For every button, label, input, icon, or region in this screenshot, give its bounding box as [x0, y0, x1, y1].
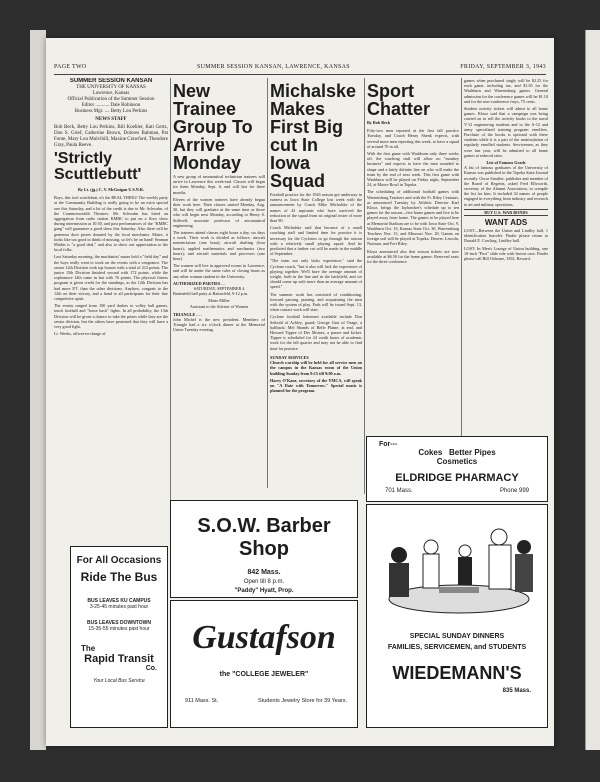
gustafson-footer	[185, 698, 347, 704]
bus-ad-line9: Co.	[145, 665, 157, 672]
column-rule	[461, 78, 462, 436]
bus-ad-line5: BUS LEAVES DOWNTOWN	[87, 620, 151, 626]
eldridge-ad-line2: Cokes Better Pipes	[418, 448, 496, 457]
eldridge-ad-line1: For---	[379, 441, 398, 448]
header-page-label: PAGE TWO	[54, 64, 87, 70]
michalske-headline: Michalske Makes First Big cut In Iowa Squad	[270, 81, 357, 191]
masthead-city: Lawrence, Kansas	[92, 91, 130, 96]
sunday-services-heading: SUNDAY SERVICES	[270, 354, 309, 360]
sunday-services-text-2: Harry O'Kane, secretary of the YMCA, will speak on "A Date with Tomorrow." Special music is planned for the program.	[270, 377, 362, 394]
article-paragraph: The trainees attend classes eight hours a day, six days a week. Their work is divided as follows: aircraft nomenclature (one hour); aircraft drafting (four hours); applied mathematics and mechanics (two hours); and aircraft materials and processes (one hour).	[173, 230, 265, 262]
bus-ad-line10: Your Local Bus Service	[93, 678, 145, 684]
newspaper-page	[46, 38, 554, 746]
article-paragraph: The events ranged from 100 yard dashes to volley ball games, touch football and "horse back" fights. In all probability, the 13th Division will be given a chance to take the prizes while they are the senior division, but the others have promised that they will have a very good fight.	[54, 303, 168, 330]
wiedemann-ad-line2: FAMILIES, SERVICEMEN, and STUDENTS	[387, 644, 527, 651]
bus-ad	[70, 546, 168, 728]
scuttlebutt-headline: 'Strictly Scuttlebutt'	[54, 150, 142, 183]
wiedemann-ad	[366, 504, 548, 728]
eldridge-ad-address: 701 Mass.	[385, 488, 413, 494]
want-ad: LOST—Between the Union and Lindley hall, 1 identification bracelet. Finder please return to Donald E. Cowling, Lindley hall.	[464, 228, 548, 244]
news-staff-heading: NEWS STAFF	[95, 117, 127, 122]
article-paragraph: Fifty-two men reported at the first fall practice Tuesday, and Coach Henry Shenk expects, with several more men reporting this week, to have a squad of around 70 in all.	[367, 128, 459, 149]
famous-grads-heading: List of Famous Grads	[486, 160, 526, 166]
barber-ad-hours: Open till 8 p.m.	[243, 579, 285, 585]
article-paragraph: Eleven of the women trainees have already begun their work here. Their classes started Monday, Aug. 30, but they will graduate at the same time as those who will begin next Monday, according to Henry S. Stillwell, associate professor of aeronautical engineering.	[173, 196, 265, 228]
authorized-parties-heading: AUTHORIZED PARTIES . .	[173, 280, 225, 286]
article-paragraph: Football practice for the 1943 season got underway in earnest as Iowa State College lost week with the announcement by Coach Mike Michalske of the names of 43 aspirants who have survived the reduction of the squad from its original roster of more than 90.	[270, 192, 362, 224]
want-ads-heading: WANT ADS	[484, 218, 528, 228]
news-staff-list: Bob Beck, Betty Lou Perkins, Bill Koehler, Kati Gertz, Don S. Grief, Catherine Brown, Dolores Bahman, Pat Fonte, Mary Lou Mulvihill, Maxine Crawford, Theodore Gray, Paula Reeve.	[54, 125, 168, 148]
sport-chatter-headline: Sport Chatter	[367, 81, 431, 119]
masthead	[54, 78, 168, 149]
article-paragraph: A new group of aeronautical technician trainees will arrive in Lawrence this week-end. Classes will begin for them Monday, Sept. 6, and will last for three months.	[173, 174, 265, 195]
article-paragraph: The scheduling of additional football games with Warrensburg Teachers and with the Ft. Riley Centaurs, as announced Tuesday by Athletic Director Karl Klooz, brings the Jayhawker's schedule up to ten games for the season—five home games and five to be played away from home. The games to be played here at Memorial Stadium are to be with Iowa State Oct. 9, Washburn Oct. 16, Kansas State Oct. 30, Warrensburg Teachers Nov. 13, and Missouri Nov. 20. Games on foreign soil will be played at Topeka, Denver, Lincoln, Norman, and Fort Riley.	[367, 189, 459, 247]
wiedemann-ad-name: WIEDEMANN'S	[392, 663, 522, 683]
masthead-business: Business Mgr. .... Betty Lou Perkins	[74, 109, 148, 114]
gustafson-address: 911 Mass. St.	[185, 698, 219, 704]
bus-ad-line4: 3-25-45 minutes past hour	[89, 604, 149, 610]
bus-ad-line8: Rapid Transit	[84, 653, 154, 665]
barber-ad-address: 842 Mass.	[247, 569, 281, 576]
eldridge-pharmacy-ad	[366, 436, 548, 502]
sport-chatter-byline: By Bob Beck	[367, 120, 391, 125]
column-rule	[364, 78, 365, 494]
triangle-text: John Michel is the new president. Members of Triangle had a six o'clock dinner at the Memorial Union Tuesday evening.	[173, 317, 265, 333]
gustafson-tagline: the "COLLEGE JEWELER"	[219, 671, 309, 678]
column-2	[173, 78, 265, 488]
column-rule	[267, 78, 268, 488]
binding-strip	[30, 30, 46, 750]
scuttlebutt-byline: By Lt. (jg.) C. V. McGuigan U.S.N.R.	[78, 187, 144, 192]
article-paragraph: The women will live in approved rooms in Lawrence, and will be under the same rules of closing hours as any other woman student in the University.	[173, 263, 265, 279]
gustafson-logo: Gustafson	[192, 619, 336, 656]
want-ad: LOST: In Men's Lounge of Union building, one 10-inch "Post" slide rule with brown case. Finder please call Bill Osborne, 3392. Reward.	[464, 245, 548, 262]
barber-ad-proprietor: "Paddy" Hyatt, Prop.	[234, 588, 294, 594]
bus-ad-line1: For All Occasions	[76, 555, 162, 566]
authorized-signature: Marie Miller	[208, 298, 230, 304]
wiedemann-ad-line1: SPECIAL SUNDAY DINNERS	[409, 633, 505, 640]
article-paragraph: Last Saturday morning, the machinists' mates held a "field day" and the boys really went to work on the events with a vengeance. The senior 12th Division took top honors with a total of 212 points. The junior 15th Division finished second with 172 points, while the sophomore 14th came in last with 76 points. The physical fitness program is given credit for the standings, as the 12th Division has had more P.T. than the other divisions. Anyhow, congrats to the 12th on their victory, and a hand to all participants for their fine competitive spirit.	[54, 254, 168, 302]
column-4	[367, 78, 459, 486]
article-paragraph: games when purchased singly will be $2.25 for each game, including tax, and $1.65 for the Washburn and Warrensburg games. General admission for the conference games will be $1.10 and for the non-conference frays, 75 cents.	[464, 78, 548, 104]
trainee-headline: New Trainee Group To Arrive Monday	[173, 81, 253, 173]
masthead-name: SUMMER SESSION KANSAN	[69, 78, 153, 84]
article-paragraph: Coach Michalske said that because of a small coaching staff and limited time for practice it is necessary for the Cyclones to go through the season with a relatively small playing squad. And he predicted that a further cut will be made in the middle of September.	[270, 225, 362, 257]
eldridge-ad-name: ELDRIDGE PHARMACY	[395, 472, 519, 484]
eldridge-ad-footer	[385, 488, 529, 494]
famous-grads-text: A list of famous graduates of the University of Kansas was published in the Topeka State Journal recently. Oscar Stauffer, publisher and member of the Board of Regents, asked Fred Ellsworth, secretary of the Alumni Association, to compile the list for him. It included 32 names of people engaged in everything from industry and research to art and military operations.	[464, 165, 548, 207]
column-1	[54, 78, 168, 570]
article-paragraph: Cyclone football lettermen available include Don Seibold of Ackley, guard; George Gast of Osage, a halfback; Mel Shands of Belle Plaine; at end, and Howard Tippee of Des Moines, a passer and kicker. Tippee is scheduled for 24 credit hours of academic work for the fall quarter and may not be able to find time for practice.	[270, 314, 362, 351]
article-paragraph: Student activity tickets will admit to all home games. Klooz said that a campaign was being carried on to sell the activity books to the naval V-12 engineering students and to the A-12 and army specialized training program enrollees. Purchase of the books is optional with these students while it is a part of the matriculation of regularly enrolled students. Servicemen, as they were last year, will be admitted to all home games at reduced rates.	[464, 106, 548, 158]
sunday-services-text: Church worship will be held for all service men on the campus in the Kansas room of the Union building Sunday from 9:15 till 9:00 a.m.	[270, 360, 362, 376]
bus-ad-line3: BUS LEAVES KU CAMPUS	[87, 598, 151, 604]
header-paper-title: SUMMER SESSION KANSAN, LAWRENCE, KANSAS	[196, 64, 350, 70]
column-5	[464, 78, 548, 436]
masthead-official: Official Publication of the Summer Session	[67, 97, 155, 102]
article-paragraph: Lt. Weeks, officer-in-charge of	[54, 331, 106, 337]
bus-ad-line2: Ride The Bus	[80, 570, 158, 584]
article-paragraph: With the first game with Washburn only three weeks off, the coaching staff will allow no "monkey business" and expects to have the men rounded to shape and a fairly definite line on who will make the team by the end of next week. This first game with Washburn will be played on Friday night, September 24, at Moore Bowl in Topeka.	[367, 151, 459, 188]
page-header	[54, 64, 546, 75]
bus-ad-line7: The	[81, 644, 96, 653]
column-3	[270, 78, 362, 494]
masthead-university: THE UNIVERSITY OF KANSAS	[76, 85, 146, 90]
header-date: FRIDAY, SEPTEMBER 3, 1943	[460, 64, 546, 70]
adjacent-page-edge	[585, 30, 600, 750]
wiedemann-ad-address: 835 Mass.	[502, 688, 531, 694]
article-paragraph: Boys, this isn't scuttlebutt, it's the REAL THING! The weekly party at the Community Building is really going to be an extra special one this Saturday, and a lot of the credit is due to Mr. Schwahn, of the Commonwealth Theatres. Mr. Schwahn has hired an aggregation from radio station KMBC to put on a floor show during intermission at 10:30, and past performances of the "KMBC gang" will guarantee a good show this Saturday. Also there will be generous door prizes donated by the local merchants. Mates, it looks like too good to think of missing, so let's be on hand! Seaman Mathis is "a good deal," and also to show our appreciation to the local folks.	[54, 195, 168, 253]
column-rule	[170, 78, 171, 570]
article-paragraph: Klooz announced also that season tickets are now available at $6.50 for the home games. Reserved seats for the three conference	[367, 248, 459, 265]
article-paragraph: The summer work has consisted of conditioning, forward passing, punting, and acquainting the men with the system of play. Pads will be issued Sept. 13, when contact work will start.	[270, 291, 362, 313]
gustafson-ad	[170, 600, 358, 728]
barber-shop-ad	[170, 500, 358, 598]
authorized-item: Battenfeld hall party at Battenfeld, 9-12 p.m.	[173, 291, 249, 297]
triangle-heading: TRIANGLE . . .	[173, 311, 202, 317]
article-paragraph: "The team not only lacks experience," said the Cyclone coach, "but it also will lack the experience of playing together. We'll have the average amount of weight, both in the line and in the backfield, and we should come up with more than an average amount of speed."	[270, 258, 362, 290]
eldridge-ad-phone: Phone 999	[499, 488, 529, 494]
gustafson-slogan: Students Jewelry Store for 39 Years.	[258, 698, 347, 704]
family-dinner-illustration	[369, 507, 545, 627]
authorized-date: SATURDAY, SEPTEMBER 4	[193, 286, 245, 292]
bus-ad-line6: 15-35-55 minutes past hour	[88, 626, 150, 632]
authorized-signature-title: Assistant to the Adviser of Women	[189, 303, 249, 309]
eldridge-ad-line3: Cosmetics	[436, 457, 478, 466]
war-bonds-line: BUY U.S. WAR BONDS	[464, 209, 548, 216]
barber-ad-title: S.O.W. Barber Shop	[197, 515, 331, 560]
masthead-editor: Editor ........... Dale Robinson	[81, 103, 141, 108]
